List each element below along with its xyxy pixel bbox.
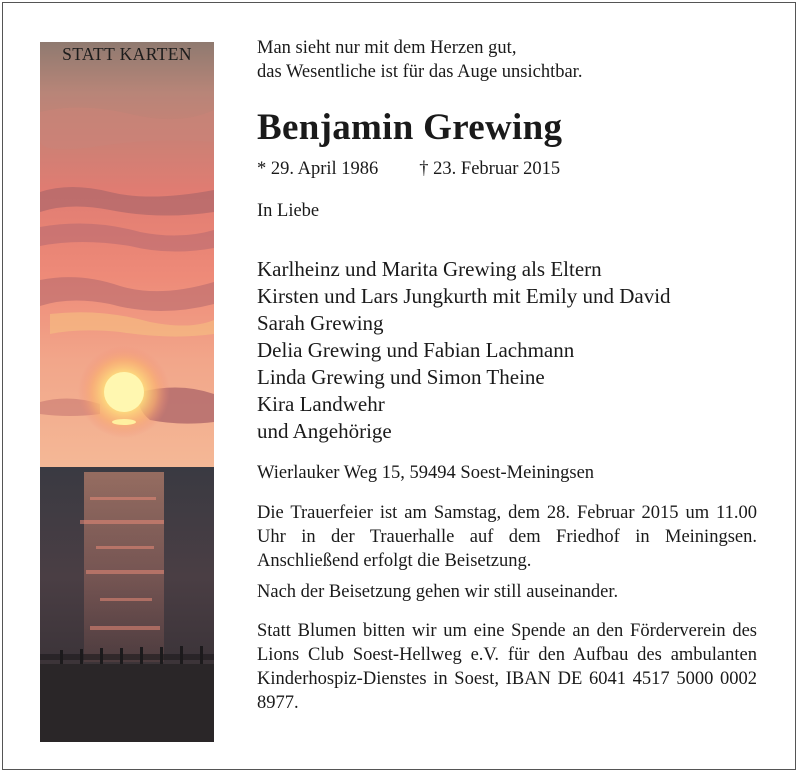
- family-list: [257, 256, 757, 445]
- address: Wierlauker Weg 15, 59494 Soest-Meiningsen: [257, 463, 595, 483]
- family-member: Sarah Grewing: [257, 311, 384, 335]
- quote: [257, 36, 757, 84]
- family-member: Delia Grewing und Fabian Lachmann: [257, 338, 575, 362]
- family-member: Kirsten und Lars Jungkurth mit Emily und David: [257, 284, 671, 308]
- after-burial-info: Nach der Beisetzung gehen wir still auseinander.: [257, 582, 619, 602]
- family-member: und Angehörige: [257, 419, 392, 443]
- quote-line: das Wesentliche ist für das Auge unsichtbar.: [257, 62, 583, 82]
- notice-content: [257, 36, 757, 715]
- deceased-name: Benjamin Grewing: [257, 107, 563, 148]
- life-dates: [257, 157, 757, 181]
- statt-karten-label: STATT KARTEN: [62, 44, 192, 64]
- donation-request: Statt Blumen bitten wir um eine Spende an den Förderverein des Lions Club Soest-Hellweg e.V. für den Aufbau des ambulanten Kinderhospiz-Dienstes in Soest, IBAN DE 6041 4517 5000 0002 8977.: [257, 621, 757, 713]
- sunset-photo: [40, 42, 214, 742]
- family-member: Linda Grewing und Simon Theine: [257, 365, 545, 389]
- quote-line: Man sieht nur mit dem Herzen gut,: [257, 38, 517, 58]
- death-date: † 23. Februar 2015: [419, 159, 561, 179]
- birth-date: * 29. April 1986: [257, 159, 379, 179]
- funeral-info: Die Trauerfeier ist am Samstag, dem 28. Februar 2015 um 11.00 Uhr in der Trauerhalle auf dem Friedhof in Meiningsen. Anschließend erfolgt die Beisetzung.: [257, 503, 757, 571]
- family-member: Kira Landwehr: [257, 392, 385, 416]
- sunset-image: [40, 42, 214, 742]
- family-member: Karlheinz und Marita Grewing als Eltern: [257, 257, 602, 281]
- in-liebe: In Liebe: [257, 201, 320, 221]
